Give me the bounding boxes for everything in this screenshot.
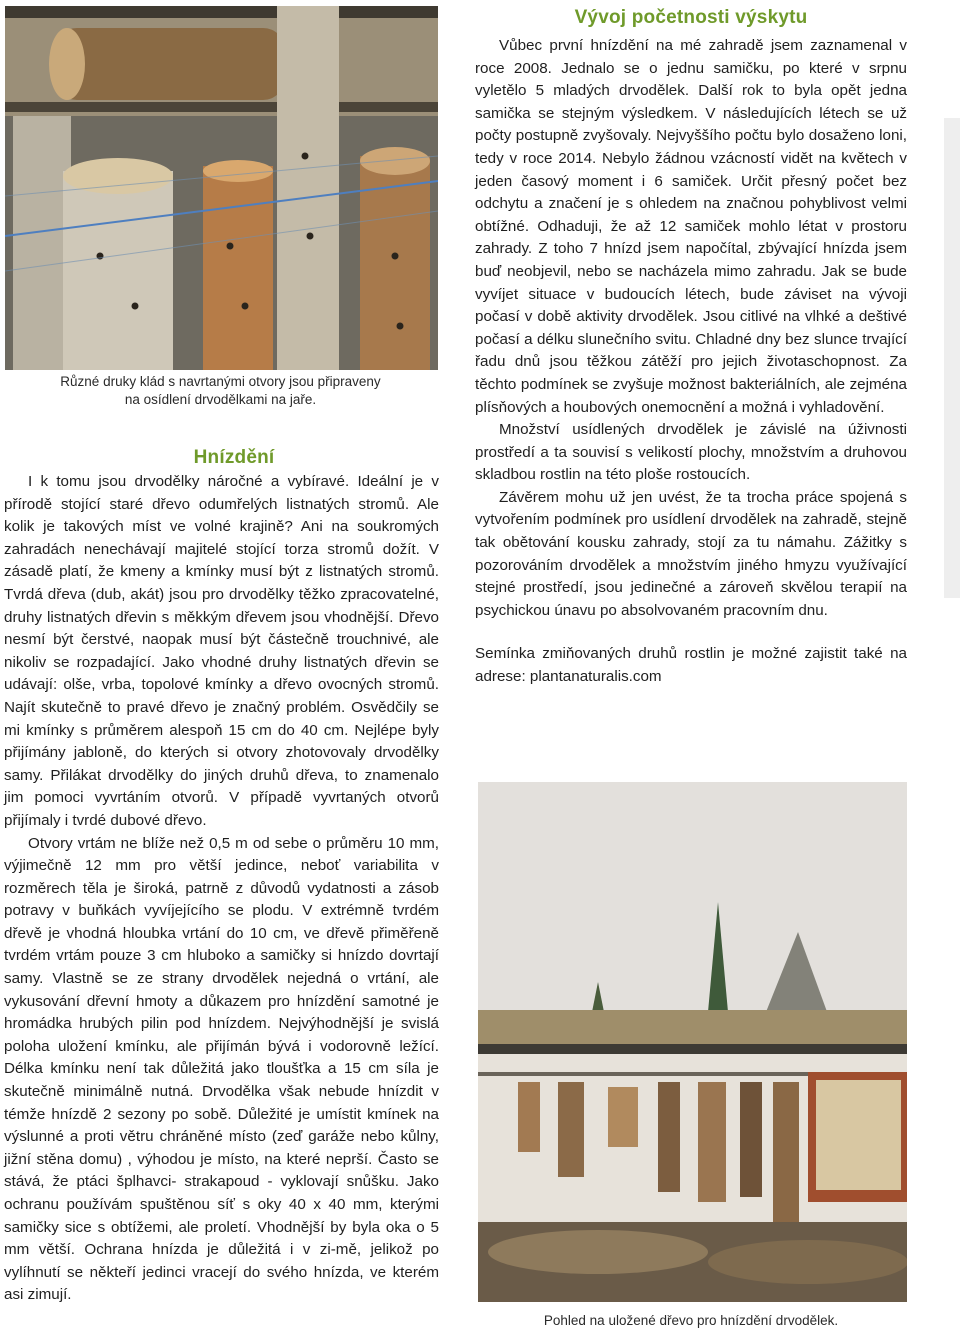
photo-caption-logs bbox=[4, 373, 437, 409]
photo-caption-stored-wood: Pohled na uložené dřevo pro hnízdění drvodělek. bbox=[543, 1313, 839, 1328]
photo-logs-illustration bbox=[5, 6, 438, 370]
paragraph: Závěrem mohu už jen uvést, že ta trocha práce spojená s vytvořením podmínek pro usídlení drvodělek na zahradě, stejně tak obětování kousku zahrady, stojí za tu námahu. Zážitky s pozorováním drvodělek a množstvím jiného hmyzu využívající stejné prostředí, jsou jedinečné a zároveň skvělou terapií na psychickou únavu po absolvovaném pracovním dnu. bbox=[475, 488, 907, 619]
paragraph: Otvory vrtám ne blíže než 0,5 m od sebe o průměru 10 mm, výjimečně 12 mm pro větší jedince, neboť variabilita v rozměrech těla je široká, patrně z důvodů vydatnosti a zásob potravy v buňkách vyvíjejícího se plodu. V extrémně tvrdém dřevě je vhodná hloubka vrtání do 10 cm, ve dřevě přiměřeně tvrdém vrtám pouze 3 cm hluboko a samičky si hnízdo dovrtají samy. Vlastně se ze strany drvodělek nejedná o vrtání, ale vykusování dřevní hmoty a důkazem pro hnízdění samotné je hromádka hrubých pilin pod hnízdem. Nejvýhodnější je svislá poloha uložení kmínku, ale přijímán bývá i vodorovně ležící. Délka kmínku není tak důležitá jako tloušťka a 15 cm síla je skutečně minimálně nutná. Drvodělka však nebude hnízdit v témže hnízdě 2 sezony po sobě. Důležité je umístit kmínek na výslunné a proti větru chráněné místo (zeď garáže nebo kůlny, jižní stěna domu) , výhodou je místo, na které neprší. Často se stává, že ptáci šplhavci- strakapoud - vyklovají snůšku. Jako ochranu používám spuštěnou síť s oky 40 x 40 mm, kterými samičky sice s obtížemi, ale proletí. Vhodnější by byla oka o 5 mm větší. Ochrana hnízda je důležitá i v zi-mě, jelikož po vylíhnutí se někteří jedinci vracejí do svého hnízda, ve kterém asi zimují. bbox=[4, 834, 439, 1304]
caption-line-1: Různé druky klád s navrtanými otvory jsou připraveny bbox=[60, 374, 381, 389]
paragraph: I k tomu jsou drvodělky náročné a vybíravé. Ideální je v přírodě stojící staré dřevo odumřelých listnatých stromů. Ale kolik je takových míst ve volné krajině? Ani na soukromých zahradách nenechávají majitelé stojící torza stromů dožít. V zásadě platí, že kmeny a kmínky musí být z listnatých stromů. Tvrdá dřeva (dub, akát) jsou pro drvodělky těžko zpracovatelné, druhy listnatých dřevin s měkkým dřevem jsou vhodnější. Dřevo nesmí být čerstvé, naopak musí být částečně trouchnivé, ale nikoliv se rozpadající. Jako vhodné druhy listnatých dřevin se udávají: olše, vrba, topolové kmínky a dřevo ovocných stromů. Najít skutečně to pravé dřevo je značný problém. Osvědčily se mi kmínky s průměrem alespoň 15 cm do 40 cm. Nejlépe byly přijímány jabloně, do kterých si otvory zhotovovaly drvodělky samy. Přilákat drvodělky do jiných druhů dřeva, to znamenalo jim pomoci vyvrtáním otvorů. V případě vyvrtaných otvorů přijímaly i tvrdé dubové dřevo. bbox=[4, 473, 439, 829]
paragraph-seeds: Semínka zmiňovaných druhů rostlin je možné zajistit také na adrese: plantanaturalis.com bbox=[475, 645, 907, 686]
photo-stored-wood bbox=[478, 782, 907, 1302]
caption-line-2: na osídlení drvodělkami na jaře. bbox=[124, 392, 317, 407]
photo-wood-illustration bbox=[478, 782, 907, 1302]
section-title-nesting: Hnízdění bbox=[193, 447, 275, 468]
photo-logs-with-holes bbox=[5, 6, 438, 370]
paragraph: Množství usídlených drvodělek je závislé na úživnosti prostředí a ta souvisí s velikostí plochy, množstvím a druhovou skladbou rostlin na této ploše rostoucích. bbox=[475, 421, 907, 484]
paragraph: Vůbec první hnízdění na mé zahradě jsem zaznamenal v roce 2008. Jednalo se o jednu samičku, po které v srpnu vyletělo 5 mladých drvodělek. Další rok to byla opět jedna samička se stejným výsledkem. V následujících létech se už počty postupně zvyšovaly. Nejvyššího počtu bylo dosaženo loni, tedy v roce 2014. Nebylo žádnou vzácností vidět na květech v jeden časový moment i 6 samiček. Určit přesný počet bez odchytu a značení je s ohledem na značnou pohyblivost velmi obtížné. Odhaduji, že až 12 samiček mohlo létat v prostoru zahrady. Z toho 7 hnízd jsem napočítal, zbývající hnízda jsem buď neobjevil, nebo se nacházela mimo zahradu. Jak se bude vyvíjet situace v budoucích létech, bude záviset na vývoji počasí v době aktivity drvodělek. Jsou citlivé na vlhké a deštivé počasí a délku slunečního svitu. Chladné dny bez slunce trvající řadu dnů jsou těžkou zátěží pro jejich životaschopnost. Za těchto podmínek se zvyšuje možnost bakteriálních, ale zejména plísňových a houbových onemocnění a možná i vyhladovění. bbox=[475, 37, 907, 416]
page-edge-mark bbox=[944, 118, 960, 598]
section-title-population: Vývoj početnosti výskytu bbox=[574, 7, 808, 28]
population-text bbox=[475, 35, 907, 689]
nesting-text bbox=[4, 471, 439, 1307]
